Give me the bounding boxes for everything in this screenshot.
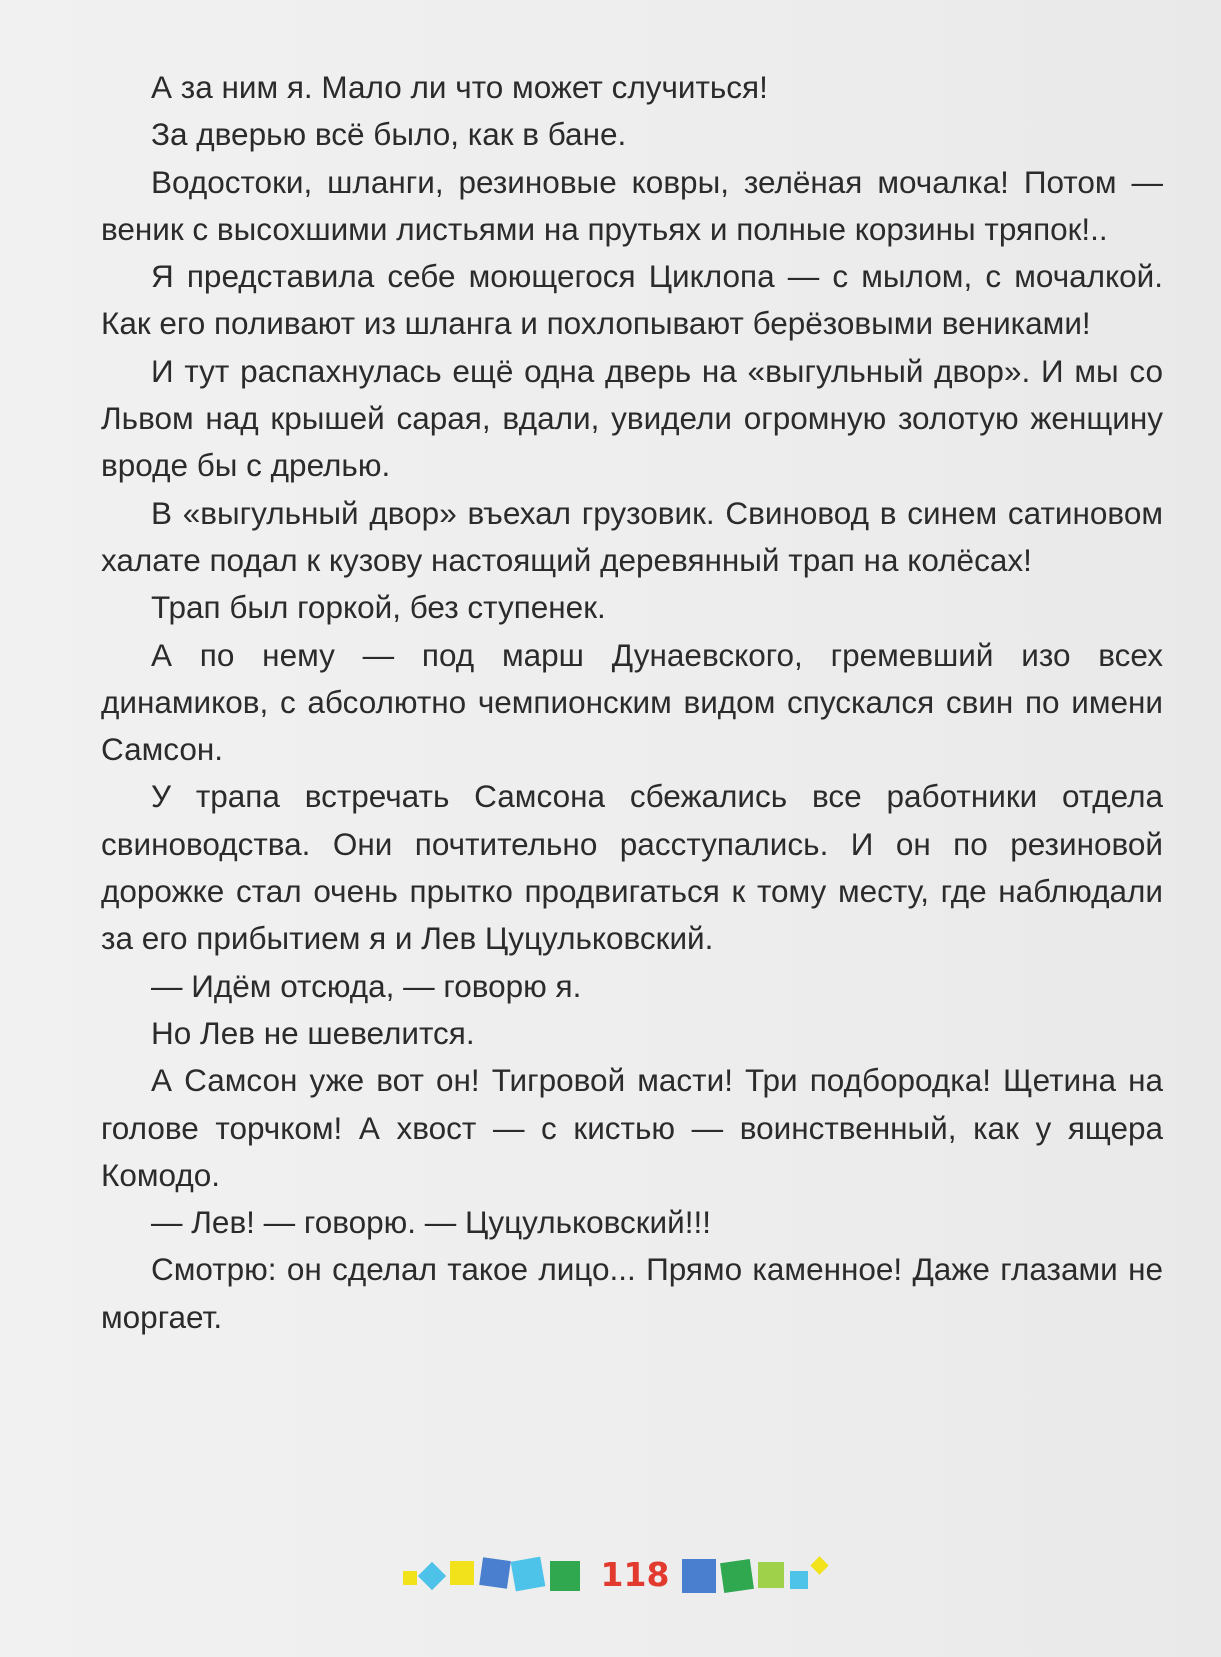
footer-square-green	[550, 1561, 580, 1591]
paragraph: Трап был горкой, без ступенек.	[151, 589, 606, 626]
paragraph: Но Лев не шевелится.	[151, 1014, 475, 1051]
footer-square-yellow	[403, 1571, 417, 1585]
paragraph: — Лев! — говорю. — Цуцульковский!!!	[151, 1204, 712, 1241]
footer-square-cyan	[418, 1562, 446, 1590]
paragraph: — Идём отсюда, — говорю я.	[151, 967, 582, 1004]
paragraph: У трапа встречать Самсона сбежались все работники отдела свиноводства. Они почтительно расступались. И он по резиновой дорожке стал очень прытко продвигаться к тому месту, где наблюдали за его прибытием я и Лев Цуцульковский.	[101, 778, 1163, 957]
paragraph: Смотрю: он сделал такое лицо... Прямо каменное! Даже глазами не моргает.	[101, 1251, 1163, 1335]
body-text	[101, 64, 1163, 1341]
paragraph: А за ним я. Мало ли что может случиться!	[151, 69, 768, 105]
paragraph: А Самсон уже вот он! Тигровой масти! Три подбородка! Щетина на голове торчком! А хвост — с кистью — воинственный, как у ящера Комодо.	[101, 1062, 1163, 1193]
footer-square-yellow	[450, 1561, 474, 1585]
paragraph: В «выгульный двор» въехал грузовик. Свиновод в синем сатиновом халате подал к кузову настоящий деревянный трап на колёсах!	[101, 494, 1163, 578]
page-footer	[400, 1553, 860, 1597]
footer-square-blue	[479, 1557, 511, 1589]
footer-square-yellow	[810, 1556, 828, 1574]
page-number: 118	[600, 1555, 670, 1594]
footer-square-lightgreen	[758, 1562, 784, 1588]
footer-square-blue	[682, 1559, 716, 1593]
paragraph: Водостоки, шланги, резиновые ковры, зелёная мочалка! Потом — веник с высохшими листьями на прутьях и полные корзины тряпок!..	[101, 163, 1163, 247]
paragraph: А по нему — под марш Дунаевского, гремевший изо всех динамиков, с абсолютно чемпионским видом спускался свин по имени Самсон.	[101, 636, 1163, 768]
footer-square-green	[720, 1559, 754, 1593]
paragraph: Я представила себе моющегося Циклопа — с мылом, с мочалкой. Как его поливают из шланга и похлопывают берёзовыми вениками!	[101, 258, 1163, 342]
paragraph: И тут распахнулась ещё одна дверь на «выгульный двор». И мы со Львом над крышей сарая, вдали, увидели огромную золотую женщину вроде бы с дрелью.	[101, 352, 1163, 484]
footer-square-cyan	[511, 1557, 546, 1592]
paragraph: За дверью всё было, как в бане.	[151, 116, 627, 153]
footer-square-cyan	[790, 1571, 808, 1589]
